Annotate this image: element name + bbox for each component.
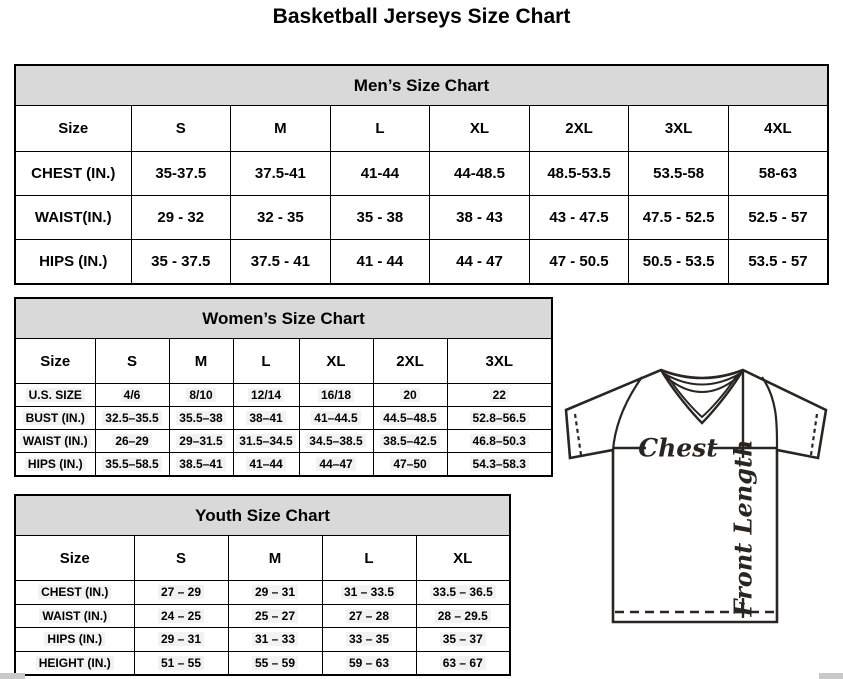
cell-value: 12/14 [248,388,284,402]
cell-value: 33 – 35 [346,632,392,646]
column-header [629,106,729,152]
size-value-cell [299,407,373,430]
cell-value: 22 [490,388,509,402]
table-title-band [15,495,510,536]
size-value-cell [416,604,510,628]
size-value-cell [728,240,828,285]
column-header [322,536,416,581]
cell-value: M [194,352,208,370]
row-label-text: CHEST (IN.) [31,165,116,182]
size-value-cell [95,384,169,407]
cell-value: 54.3–58.3 [470,457,529,471]
row-label [15,384,95,407]
cell-value: 44 - 47 [456,253,503,270]
table-title: Youth Size Chart [15,495,510,536]
cell-value: 29–31.5 [176,434,225,448]
cell-value: 37.5-41 [254,165,306,182]
column-header-row [15,339,552,384]
cell-value: 35 - 38 [356,209,404,226]
size-value-cell [447,430,552,453]
column-header [529,106,629,152]
size-value-cell [447,407,552,430]
table-title-band [15,298,552,339]
cell-value: 41–44.5 [311,411,360,425]
cell-value: 29 – 31 [158,632,204,646]
table-row [15,430,552,453]
cell-value: 27 – 29 [158,585,204,599]
size-value-cell [330,196,430,240]
table-row [15,628,510,652]
column-header [447,339,552,384]
row-label-text: HIPS (IN.) [25,457,86,471]
size-value-cell [373,430,447,453]
cell-value: 8/10 [186,388,215,402]
column-header [95,339,169,384]
size-value-cell [416,628,510,652]
cell-value: 31 – 33 [252,632,298,646]
size-value-cell [322,604,416,628]
cell-value: 35 - 37.5 [151,253,211,270]
cell-value: 32.5–35.5 [102,411,161,425]
cell-value: 31 – 33.5 [341,585,397,599]
size-value-cell [134,604,228,628]
size-value-cell [330,240,430,285]
cell-value: 31.5–34.5 [236,434,295,448]
column-header [330,106,430,152]
cell-value: 47 - 50.5 [549,253,609,270]
cell-value: 41-44 [360,165,400,182]
size-value-cell [228,581,322,605]
page-title: Basketball Jerseys Size Chart [272,5,571,28]
size-value-cell [231,152,331,196]
cell-value: 28 – 29.5 [435,609,491,623]
cell-value: L [364,549,374,567]
size-value-cell [529,152,629,196]
row-label-text: HEIGHT (IN.) [36,656,114,670]
row-label-text: HIPS (IN.) [39,253,108,270]
row-label-text: WAIST(IN.) [34,209,112,226]
size-value-cell [134,651,228,675]
size-value-cell [169,430,233,453]
cell-value: 35.5–58.5 [102,457,161,471]
youth-size-table [14,494,511,676]
cell-value: 63 – 67 [440,656,486,670]
size-value-cell [299,453,373,477]
size-value-cell [447,453,552,477]
cell-value: 52.8–56.5 [470,411,529,425]
column-header [231,106,331,152]
sleeve-cuff-dashed-left [575,414,581,455]
size-value-cell [430,240,530,285]
size-value-cell [228,604,322,628]
cell-value: Size [40,352,71,370]
size-value-cell [169,453,233,477]
size-value-cell [529,196,629,240]
cell-value: 34.5–38.5 [306,434,365,448]
sleeve-cuff-dashed-right [811,414,817,455]
cell-value: L [261,352,271,370]
size-value-cell [95,453,169,477]
size-value-cell [95,430,169,453]
womens-size-table [14,297,553,477]
cell-value: Size [59,549,90,567]
size-value-cell [134,581,228,605]
column-header [728,106,828,152]
column-header [373,339,447,384]
jersey-measurement-diagram [562,366,830,628]
cell-value: S [175,120,186,137]
row-label-text: U.S. SIZE [26,388,85,402]
row-label [15,240,131,285]
gray-fragment-bottom-left [0,673,25,679]
cell-value: 38.5–41 [176,457,225,471]
row-label-text: CHEST (IN.) [38,585,111,599]
cell-value: 2XL [565,120,593,137]
column-header-row [15,106,828,152]
size-value-cell [416,651,510,675]
cell-value: XL [469,120,490,137]
cell-value: M [268,549,282,567]
row-label [15,651,134,675]
row-label [15,628,134,652]
cell-value: 38.5–42.5 [380,434,439,448]
column-header [134,536,228,581]
cell-value: S [126,352,137,370]
cell-value: 38–41 [246,411,285,425]
column-header [416,536,510,581]
table-row [15,581,510,605]
table-row [15,651,510,675]
cell-value: 3XL [485,352,513,370]
column-header [233,339,299,384]
cell-value: 41–44 [246,457,285,471]
size-value-cell [231,196,331,240]
cell-value: 48.5-53.5 [547,165,611,182]
cell-value: XL [326,352,346,370]
cell-value: 29 - 32 [157,209,205,226]
cell-value: S [175,549,186,567]
table-row [15,407,552,430]
jersey-diagram-svg [562,366,830,628]
column-header [15,536,134,581]
cell-value: 41 - 44 [356,253,404,270]
table-row [15,384,552,407]
column-header-row [15,536,510,581]
size-value-cell [228,651,322,675]
cell-value: 35 – 37 [440,632,486,646]
cell-value: XL [453,549,473,567]
size-value-cell [131,240,231,285]
cell-value: 52.5 - 57 [748,209,808,226]
size-value-cell [629,240,729,285]
cell-value: 33.5 – 36.5 [430,585,496,599]
cell-value: 44-48.5 [454,165,505,182]
table-row [15,453,552,477]
size-value-cell [134,628,228,652]
cell-value: 4XL [764,120,792,137]
cell-value: 3XL [664,120,693,137]
size-value-cell [373,453,447,477]
size-value-cell [529,240,629,285]
armhole-seam-right [762,377,777,450]
size-value-cell [322,651,416,675]
cell-value: 25 – 27 [252,609,298,623]
size-value-cell [233,430,299,453]
cell-value: 55 – 59 [252,656,298,670]
table-title: Men’s Size Chart [15,65,828,106]
cell-value: 4/6 [121,388,144,402]
column-header [430,106,530,152]
column-header [299,339,373,384]
cell-value: 37.5 - 41 [250,253,310,270]
size-value-cell [131,196,231,240]
cell-value: 35-37.5 [155,165,207,182]
table-row [15,604,510,628]
cell-value: 51 – 55 [158,656,204,670]
cell-value: 20 [400,388,419,402]
cell-value: 27 – 28 [346,609,392,623]
cell-value: 44.5–48.5 [380,411,439,425]
table-title: Women’s Size Chart [15,298,552,339]
size-value-cell [629,152,729,196]
column-header [15,339,95,384]
cell-value: 24 – 25 [158,609,204,623]
row-label [15,604,134,628]
row-label-text: WAIST (IN.) [20,434,91,448]
cell-value: L [375,120,385,137]
size-value-cell [231,240,331,285]
size-value-cell [430,196,530,240]
size-value-cell [299,430,373,453]
cell-value: 38 - 43 [456,209,503,226]
row-label [15,152,131,196]
table-row [15,240,828,285]
table-row [15,196,828,240]
cell-value: Size [58,120,89,137]
cell-value: 59 – 63 [346,656,392,670]
size-value-cell [330,152,430,196]
table-title-band [15,65,828,106]
row-label [15,453,95,477]
size-value-cell [416,581,510,605]
cell-value: 29 – 31 [252,585,298,599]
size-value-cell [169,384,233,407]
cell-value: 53.5-58 [653,165,705,182]
row-label-text: HIPS (IN.) [44,632,105,646]
size-value-cell [728,196,828,240]
size-value-cell [169,407,233,430]
jersey-outline [566,370,826,622]
size-value-cell [322,628,416,652]
size-value-cell [373,407,447,430]
size-value-cell [233,407,299,430]
cell-value: 46.8–50.3 [470,434,529,448]
row-label [15,407,95,430]
row-label-text: WAIST (IN.) [39,609,110,623]
mens-size-table [14,64,829,285]
cell-value: 47–50 [390,457,429,471]
chest-label: Chest [638,433,718,463]
cell-value: 58-63 [758,165,798,182]
size-value-cell [95,407,169,430]
size-value-cell [373,384,447,407]
column-header [228,536,322,581]
cell-value: M [274,120,287,137]
cell-value: 32 - 35 [256,209,304,226]
size-value-cell [322,581,416,605]
cell-value: 2XL [396,352,424,370]
gray-fragment-bottom-right [819,673,843,679]
cell-value: 35.5–38 [176,411,225,425]
size-value-cell [233,384,299,407]
size-value-cell [629,196,729,240]
cell-value: 43 - 47.5 [549,209,609,226]
size-value-cell [131,152,231,196]
size-value-cell [228,628,322,652]
row-label [15,430,95,453]
cell-value: 53.5 - 57 [748,253,808,270]
column-header [15,106,131,152]
row-label-text: BUST (IN.) [23,411,88,425]
size-value-cell [728,152,828,196]
cell-value: 50.5 - 53.5 [642,253,715,270]
cell-value: 16/18 [318,388,354,402]
cell-value: 44–47 [316,457,355,471]
column-header [169,339,233,384]
cell-value: 47.5 - 52.5 [642,209,715,226]
front-length-label: Front Length [728,439,758,617]
cell-value: 26–29 [112,434,151,448]
row-label [15,581,134,605]
size-value-cell [299,384,373,407]
size-value-cell [233,453,299,477]
table-row [15,152,828,196]
size-value-cell [430,152,530,196]
size-value-cell [447,384,552,407]
column-header [131,106,231,152]
row-label [15,196,131,240]
